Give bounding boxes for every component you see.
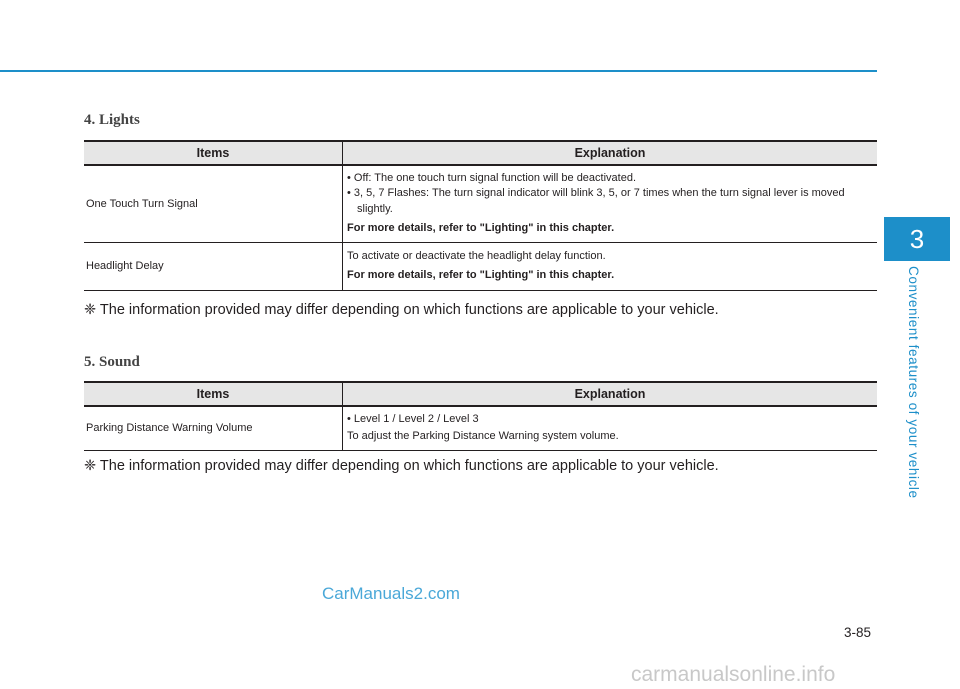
row-item-headlight-delay: Headlight Delay <box>84 242 343 290</box>
table-row <box>84 242 877 290</box>
explanation-detail: For more details, refer to "Lighting" in this chapter. <box>347 222 615 235</box>
explanation-detail: For more details, refer to "Lighting" in this chapter. <box>347 269 615 281</box>
footer-brand: carmanualsonline.info <box>631 663 836 686</box>
table-row <box>84 406 877 450</box>
chapter-title: Convenient features of your vehicle <box>906 266 921 499</box>
lights-note: ❈ The information provided may differ depending on which functions are applicable to your vehicle. <box>84 302 719 318</box>
row-explanation <box>343 165 878 242</box>
row-item-parking-distance-warning-volume: Parking Distance Warning Volume <box>84 406 343 450</box>
sound-table-header <box>84 382 877 406</box>
explanation-bullet: • Off: The one touch turn signal function will be deactivated. <box>347 171 637 184</box>
row-explanation <box>343 406 878 450</box>
lights-col-explanation: Explanation <box>343 141 878 165</box>
lights-table <box>84 140 877 291</box>
table-row <box>84 165 877 242</box>
row-item-one-touch-turn-signal: One Touch Turn Signal <box>84 165 343 242</box>
explanation-text: To activate or deactivate the headlight delay function. <box>347 249 606 262</box>
explanation-text: To adjust the Parking Distance Warning system volume. <box>347 430 619 443</box>
lights-table-header <box>84 141 877 165</box>
row-explanation <box>343 242 878 290</box>
explanation-bullet: • Level 1 / Level 2 / Level 3 <box>347 412 479 425</box>
header-rule <box>0 70 877 72</box>
lights-col-items: Items <box>84 141 343 165</box>
sound-col-explanation: Explanation <box>343 382 878 406</box>
lights-heading: 4. Lights <box>84 112 140 128</box>
chapter-number: 3 <box>909 224 925 254</box>
sound-heading: 5. Sound <box>84 354 140 370</box>
watermark-link[interactable]: CarManuals2.com <box>322 584 460 603</box>
chapter-tab <box>884 217 950 261</box>
sound-col-items: Items <box>84 382 343 406</box>
sound-note: ❈ The information provided may differ depending on which functions are applicable to your vehicle. <box>84 458 719 474</box>
sound-table <box>84 381 877 451</box>
explanation-bullet: • 3, 5, 7 Flashes: The turn signal indicator will blink 3, 5, or 7 times when the turn signal lever is moved slightly. <box>347 187 845 215</box>
page-number: 3-85 <box>844 625 872 640</box>
